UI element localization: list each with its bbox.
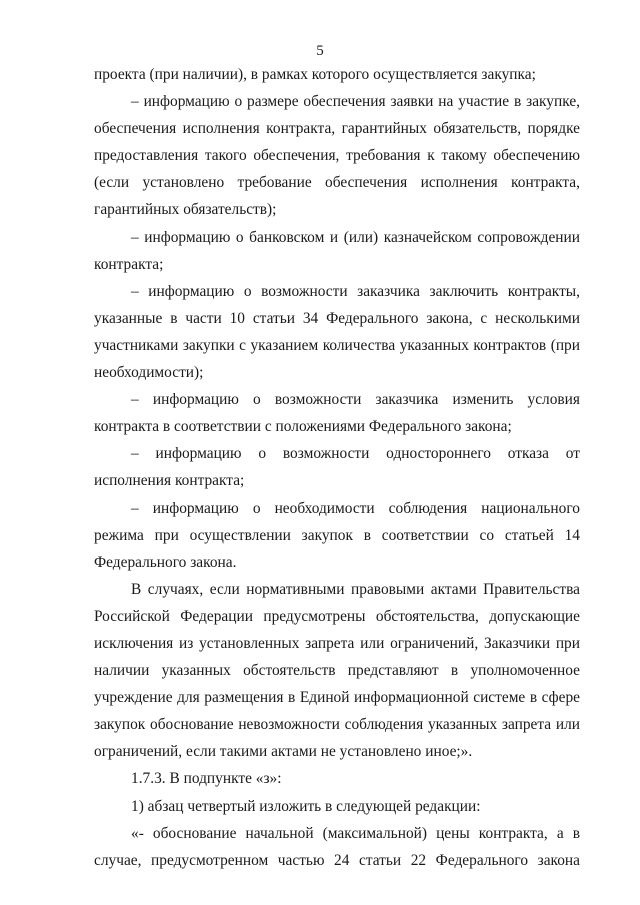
paragraph-5: – информацию о возможности заказчика изменить условия контракта в соответствии с положениями Федерального закона; (94, 391, 580, 436)
paragraph-3: – информацию о банковском и (или) казначейском сопровождении контракта; (94, 228, 580, 273)
paragraph-10: 1) абзац четвертый изложить в следующей редакции: (131, 797, 481, 815)
page-number: 5 (316, 43, 324, 59)
paragraph-1: проекта (при наличии), в рамках которого осуществляется закупка; (94, 66, 536, 83)
paragraph-11: «- обоснование начальной (максимальной) цены контракта, а в случае, предусмотренном частью 24 статьи 22 Федерального закона (94, 824, 580, 869)
paragraph-4: – информацию о возможности заказчика заключить контракты, указанные в части 10 статьи 34 Федерального закона, с несколькими участниками закупки с указанием количества указанных контрактов (при необходимости); (94, 282, 580, 382)
paragraph-2: – информацию о размере обеспечения заявки на участие в закупке, обеспечения исполнения контракта, гарантийных обязательств, порядке предоставления такого обеспечения, требования к такому обеспечению (если установлено требование обеспечения исполнения контракта, гарантийных обязательств); (94, 93, 580, 219)
document-body (94, 61, 580, 874)
paragraph-9: 1.7.3. В подпункте «з»: (131, 770, 282, 788)
paragraph-7: – информацию о необходимости соблюдения национального режима при осуществлении закупок в соответствии со статьей 14 Федерального закона. (94, 499, 580, 571)
paragraph-8: В случаях, если нормативными правовыми актами Правительства Российской Федерации предусмотрены обстоятельства, допускающие исключения из установленных запрета или ограничений, Заказчики при наличии указанных обстоятельств представляют в уполномоченное учреждение для размещения в Единой информационной системе в сфере закупок обоснование невозможности соблюдения указанных запрета или ограничений, если такими актами не установлено иное;». (94, 580, 580, 761)
paragraph-6: – информацию о возможности одностороннего отказа от исполнения контракта; (94, 445, 580, 490)
